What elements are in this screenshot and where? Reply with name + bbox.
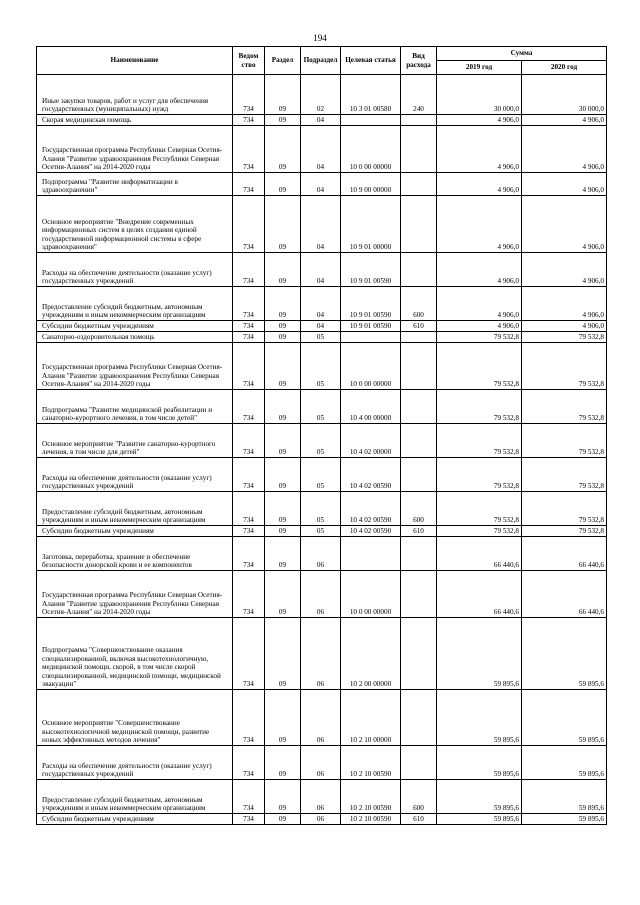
target-article-cell: 10 2 10 00590 <box>341 746 401 780</box>
razdel-cell: 09 <box>265 321 301 332</box>
table-row <box>37 780 607 814</box>
table-row <box>37 458 607 492</box>
sum-2020-cell: 59 895,6 <box>522 780 607 814</box>
page-number: 194 <box>313 33 327 43</box>
vedom-cell: 734 <box>233 196 265 253</box>
sum-2020-cell: 79 532,8 <box>522 492 607 526</box>
table-row <box>37 814 607 825</box>
name-cell: Расходы на обеспечение деятельности (оказание услуг) государственных учреждений <box>37 458 233 492</box>
sum-2020-cell: 30 000,0 <box>522 75 607 115</box>
razdel-cell: 09 <box>265 196 301 253</box>
name-cell: Основное мероприятие "Совершенствование высокотехнологичной медицинской помощи, развитие новых эффективных методов лечения" <box>37 690 233 746</box>
vedom-cell: 734 <box>233 780 265 814</box>
vedom-cell: 734 <box>233 287 265 321</box>
razdel-cell: 09 <box>265 690 301 746</box>
name-cell: Государственная программа Республики Северная Осетия-Алания "Развитие здравоохранения Республики Северная Осетия-Алания" на 2014-2020 годы <box>37 126 233 173</box>
podrazdel-cell: 02 <box>301 75 341 115</box>
target-article-cell: 10 4 02 00590 <box>341 492 401 526</box>
vedom-cell: 734 <box>233 424 265 458</box>
vedom-cell: 734 <box>233 253 265 287</box>
target-article-cell: 10 2 10 00000 <box>341 690 401 746</box>
header-year-2020: 2020 год <box>522 61 607 75</box>
podrazdel-cell: 04 <box>301 115 341 126</box>
sum-2019-cell: 30 000,0 <box>437 75 522 115</box>
sum-2020-cell: 59 895,6 <box>522 746 607 780</box>
razdel-cell: 09 <box>265 332 301 343</box>
table-row <box>37 571 607 618</box>
razdel-cell: 09 <box>265 618 301 690</box>
target-article-cell: 10 4 00 00000 <box>341 390 401 424</box>
podrazdel-cell: 06 <box>301 618 341 690</box>
expense-type-cell <box>401 332 437 343</box>
sum-2020-cell: 59 895,6 <box>522 618 607 690</box>
name-cell: Расходы на обеспечение деятельности (оказание услуг) государственных учреждений <box>37 746 233 780</box>
sum-2019-cell: 59 895,6 <box>437 780 522 814</box>
razdel-cell: 09 <box>265 126 301 173</box>
sum-2020-cell: 66 440,6 <box>522 537 607 571</box>
vedom-cell: 734 <box>233 458 265 492</box>
vedom-cell: 734 <box>233 332 265 343</box>
name-cell: Основное мероприятие "Внедрение современных информационных систем в целях создания единой государственной информационной системы в сфере здравоохранения" <box>37 196 233 253</box>
podrazdel-cell: 05 <box>301 458 341 492</box>
expense-type-cell <box>401 253 437 287</box>
podrazdel-cell: 06 <box>301 746 341 780</box>
vedom-cell: 734 <box>233 343 265 390</box>
vedom-cell: 734 <box>233 571 265 618</box>
vedom-cell: 734 <box>233 526 265 537</box>
sum-2020-cell: 4 906,0 <box>522 115 607 126</box>
target-article-cell: 10 0 00 00000 <box>341 126 401 173</box>
vedom-cell: 734 <box>233 492 265 526</box>
podrazdel-cell: 04 <box>301 321 341 332</box>
expense-type-cell <box>401 571 437 618</box>
header-sum: Сумма <box>437 47 607 61</box>
expense-type-cell <box>401 537 437 571</box>
name-cell: Подпрограмма "Развитие медицинской реабилитации и санаторно-курортного лечения, в том числе детей" <box>37 390 233 424</box>
razdel-cell: 09 <box>265 492 301 526</box>
razdel-cell: 09 <box>265 458 301 492</box>
name-cell: Основное мероприятие "Развитие санаторно-курортного лечения, в том числе для детей" <box>37 424 233 458</box>
sum-2020-cell: 4 906,0 <box>522 126 607 173</box>
budget-table <box>36 46 607 825</box>
podrazdel-cell: 05 <box>301 492 341 526</box>
sum-2020-cell: 4 906,0 <box>522 321 607 332</box>
sum-2019-cell: 59 895,6 <box>437 618 522 690</box>
podrazdel-cell: 04 <box>301 126 341 173</box>
expense-type-cell: 600 <box>401 492 437 526</box>
razdel-cell: 09 <box>265 343 301 390</box>
sum-2019-cell: 4 906,0 <box>437 115 522 126</box>
sum-2019-cell: 79 532,8 <box>437 332 522 343</box>
table-row <box>37 492 607 526</box>
razdel-cell: 09 <box>265 526 301 537</box>
expense-type-cell <box>401 173 437 196</box>
podrazdel-cell: 06 <box>301 571 341 618</box>
podrazdel-cell: 05 <box>301 390 341 424</box>
sum-2019-cell: 4 906,0 <box>437 321 522 332</box>
target-article-cell: 10 2 10 00590 <box>341 814 401 825</box>
target-article-cell: 10 9 00 00000 <box>341 173 401 196</box>
header-podrazdel: Подраздел <box>301 47 341 75</box>
sum-2020-cell: 79 532,8 <box>522 424 607 458</box>
vedom-cell: 734 <box>233 126 265 173</box>
sum-2020-cell: 79 532,8 <box>522 332 607 343</box>
table-row <box>37 537 607 571</box>
sum-2019-cell: 4 906,0 <box>437 173 522 196</box>
razdel-cell: 09 <box>265 115 301 126</box>
vedom-cell: 734 <box>233 321 265 332</box>
target-article-cell: 10 3 01 00580 <box>341 75 401 115</box>
target-article-cell <box>341 537 401 571</box>
sum-2020-cell: 79 532,8 <box>522 526 607 537</box>
podrazdel-cell: 04 <box>301 287 341 321</box>
podrazdel-cell: 04 <box>301 173 341 196</box>
sum-2020-cell: 4 906,0 <box>522 287 607 321</box>
expense-type-cell <box>401 196 437 253</box>
vedom-cell: 734 <box>233 814 265 825</box>
sum-2019-cell: 79 532,8 <box>437 526 522 537</box>
podrazdel-cell: 05 <box>301 343 341 390</box>
target-article-cell: 10 9 01 00590 <box>341 253 401 287</box>
table-row <box>37 526 607 537</box>
target-article-cell: 10 2 00 00000 <box>341 618 401 690</box>
name-cell: Предоставление субсидий бюджетным, автономным учреждениям и иным некоммерческим организациям <box>37 287 233 321</box>
sum-2019-cell: 66 440,6 <box>437 537 522 571</box>
target-article-cell <box>341 115 401 126</box>
podrazdel-cell: 05 <box>301 526 341 537</box>
podrazdel-cell: 06 <box>301 814 341 825</box>
header-year-2019: 2019 год <box>437 61 522 75</box>
razdel-cell: 09 <box>265 537 301 571</box>
header-name: Наименование <box>37 47 233 75</box>
razdel-cell: 09 <box>265 746 301 780</box>
vedom-cell: 734 <box>233 115 265 126</box>
table-body <box>37 75 607 825</box>
razdel-cell: 09 <box>265 424 301 458</box>
sum-2020-cell: 79 532,8 <box>522 458 607 492</box>
expense-type-cell: 600 <box>401 780 437 814</box>
vedom-cell: 734 <box>233 537 265 571</box>
podrazdel-cell: 06 <box>301 780 341 814</box>
razdel-cell: 09 <box>265 780 301 814</box>
sum-2020-cell: 79 532,8 <box>522 343 607 390</box>
sum-2019-cell: 79 532,8 <box>437 343 522 390</box>
vedom-cell: 734 <box>233 618 265 690</box>
expense-type-cell <box>401 746 437 780</box>
podrazdel-cell: 04 <box>301 253 341 287</box>
sum-2020-cell: 79 532,8 <box>522 390 607 424</box>
vedom-cell: 734 <box>233 75 265 115</box>
name-cell: Предоставление субсидий бюджетным, автономным учреждениям и иным некоммерческим организациям <box>37 780 233 814</box>
name-cell: Государственная программа Республики Северная Осетия-Алания "Развитие здравоохранения Республики Северная Осетия-Алания" на 2014-2020 годы <box>37 571 233 618</box>
sum-2019-cell: 4 906,0 <box>437 253 522 287</box>
header-expense-type: Вид расхода <box>401 47 437 75</box>
podrazdel-cell: 05 <box>301 332 341 343</box>
sum-2019-cell: 79 532,8 <box>437 390 522 424</box>
podrazdel-cell: 06 <box>301 690 341 746</box>
vedom-cell: 734 <box>233 173 265 196</box>
podrazdel-cell: 06 <box>301 537 341 571</box>
target-article-cell <box>341 332 401 343</box>
expense-type-cell <box>401 126 437 173</box>
name-cell: Государственная программа Республики Северная Осетия-Алания "Развитие здравоохранения Республики Северная Осетия-Алания" на 2014-2020 годы <box>37 343 233 390</box>
target-article-cell: 10 9 01 00590 <box>341 287 401 321</box>
sum-2020-cell: 59 895,6 <box>522 814 607 825</box>
name-cell: Предоставление субсидий бюджетным, автономным учреждениям и иным некоммерческим организациям <box>37 492 233 526</box>
target-article-cell: 10 2 10 00590 <box>341 780 401 814</box>
table-row <box>37 332 607 343</box>
sum-2019-cell: 59 895,6 <box>437 814 522 825</box>
razdel-cell: 09 <box>265 571 301 618</box>
sum-2019-cell: 66 440,6 <box>437 571 522 618</box>
vedom-cell: 734 <box>233 390 265 424</box>
expense-type-cell <box>401 618 437 690</box>
name-cell: Субсидии бюджетным учреждениям <box>37 321 233 332</box>
name-cell: Иные закупки товаров, работ и услуг для обеспечения государственных (муниципальных) нужд <box>37 75 233 115</box>
table-row <box>37 115 607 126</box>
expense-type-cell: 610 <box>401 814 437 825</box>
name-cell: Подпрограмма "Развитие информатизации в здравоохранении" <box>37 173 233 196</box>
podrazdel-cell: 05 <box>301 424 341 458</box>
expense-type-cell <box>401 343 437 390</box>
sum-2019-cell: 4 906,0 <box>437 126 522 173</box>
sum-2019-cell: 79 532,8 <box>437 424 522 458</box>
sum-2020-cell: 66 440,6 <box>522 571 607 618</box>
header-vedom: Ведом ство <box>233 47 265 75</box>
name-cell: Скорая медицинская помощь <box>37 115 233 126</box>
podrazdel-cell: 04 <box>301 196 341 253</box>
target-article-cell: 10 0 00 00000 <box>341 571 401 618</box>
razdel-cell: 09 <box>265 75 301 115</box>
table-row <box>37 390 607 424</box>
target-article-cell: 10 9 01 00000 <box>341 196 401 253</box>
table-row <box>37 746 607 780</box>
target-article-cell: 10 4 02 00000 <box>341 424 401 458</box>
table-row <box>37 253 607 287</box>
expense-type-cell <box>401 390 437 424</box>
name-cell: Подпрограмма "Совершенствование оказания специализированной, включая высокотехнологичную, медицинской помощи, скорой, в том числе скорой специализированной, медицинской помощи, медицинской эвакуации" <box>37 618 233 690</box>
expense-type-cell: 610 <box>401 526 437 537</box>
header-razdel: Раздел <box>265 47 301 75</box>
table-row <box>37 287 607 321</box>
sum-2020-cell: 4 906,0 <box>522 173 607 196</box>
target-article-cell: 10 0 00 00000 <box>341 343 401 390</box>
razdel-cell: 09 <box>265 287 301 321</box>
expense-type-cell: 240 <box>401 75 437 115</box>
table-row <box>37 75 607 115</box>
table-row <box>37 126 607 173</box>
razdel-cell: 09 <box>265 173 301 196</box>
name-cell: Субсидии бюджетным учреждениям <box>37 814 233 825</box>
sum-2019-cell: 59 895,6 <box>437 746 522 780</box>
target-article-cell: 10 9 01 00590 <box>341 321 401 332</box>
name-cell: Заготовка, переработка, хранение и обеспечение безопасности донорской крови и ее компонентов <box>37 537 233 571</box>
sum-2020-cell: 59 895,6 <box>522 690 607 746</box>
expense-type-cell <box>401 115 437 126</box>
razdel-cell: 09 <box>265 253 301 287</box>
name-cell: Санаторно-оздоровительная помощь <box>37 332 233 343</box>
sum-2019-cell: 79 532,8 <box>437 458 522 492</box>
name-cell: Расходы на обеспечение деятельности (оказание услуг) государственных учреждений <box>37 253 233 287</box>
table-row <box>37 690 607 746</box>
sum-2020-cell: 4 906,0 <box>522 196 607 253</box>
table-row <box>37 618 607 690</box>
table-row <box>37 343 607 390</box>
sum-2019-cell: 4 906,0 <box>437 196 522 253</box>
table-row <box>37 173 607 196</box>
vedom-cell: 734 <box>233 690 265 746</box>
table-row <box>37 321 607 332</box>
sum-2019-cell: 4 906,0 <box>437 287 522 321</box>
expense-type-cell <box>401 690 437 746</box>
target-article-cell: 10 4 02 00590 <box>341 526 401 537</box>
sum-2020-cell: 4 906,0 <box>522 253 607 287</box>
sum-2019-cell: 79 532,8 <box>437 492 522 526</box>
expense-type-cell <box>401 424 437 458</box>
expense-type-cell <box>401 458 437 492</box>
table-row <box>37 196 607 253</box>
expense-type-cell: 610 <box>401 321 437 332</box>
sum-2019-cell: 59 895,6 <box>437 690 522 746</box>
target-article-cell: 10 4 02 00590 <box>341 458 401 492</box>
table-row <box>37 424 607 458</box>
razdel-cell: 09 <box>265 814 301 825</box>
header-target-article: Целевая статья <box>341 47 401 75</box>
razdel-cell: 09 <box>265 390 301 424</box>
name-cell: Субсидии бюджетным учреждениям <box>37 526 233 537</box>
expense-type-cell: 600 <box>401 287 437 321</box>
vedom-cell: 734 <box>233 746 265 780</box>
